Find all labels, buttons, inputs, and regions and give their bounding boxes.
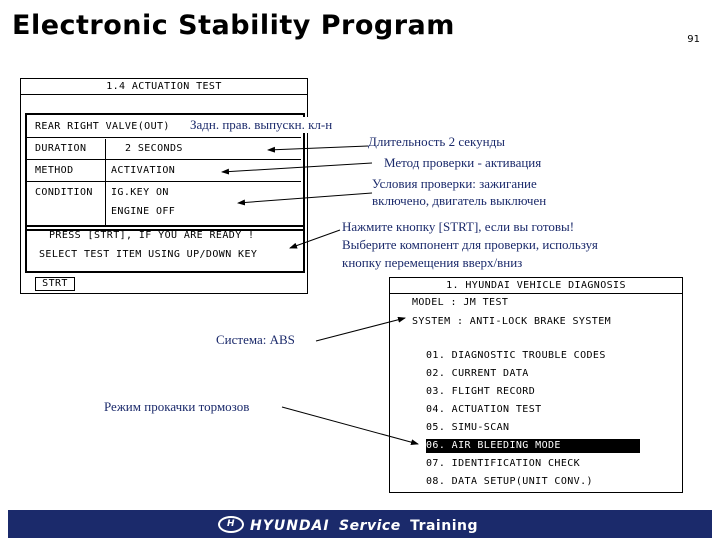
prompt-line-2: SELECT TEST ITEM USING UP/DOWN KEY — [39, 249, 258, 260]
brand-service: Service — [338, 518, 401, 534]
arrow-press — [290, 230, 340, 248]
annotation-valve: Задн. прав. выпускн. кл-н — [190, 117, 333, 132]
menu-item-simu-scan[interactable]: 05. SIMU-SCAN — [426, 422, 510, 433]
menu-item-air-bleeding-mode[interactable]: 06. AIR BLEEDING MODE — [426, 439, 640, 453]
menu-item-diagnostic-trouble-codes[interactable]: 01. DIAGNOSTIC TROUBLE CODES — [426, 350, 606, 361]
footer-bar — [8, 510, 712, 538]
arrow-duration — [268, 146, 368, 150]
arrow-method — [222, 163, 372, 172]
diagnosis-screen-title: 1. HYUNDAI VEHICLE DIAGNOSIS — [390, 278, 682, 294]
condition-label: CONDITION — [35, 187, 93, 198]
annotation-press-3: кнопку перемещения вверх/вниз — [342, 255, 523, 270]
system-line: SYSTEM : ANTI-LOCK BRAKE SYSTEM — [412, 316, 612, 327]
model-line: MODEL : JM TEST — [412, 297, 509, 308]
arrow-bleeding — [282, 407, 418, 444]
prompt-line-1: PRESS [STRT], IF YOU ARE READY ! — [49, 230, 255, 241]
annotation-bleeding: Режим прокачки тормозов — [104, 399, 250, 414]
annotation-press-2: Выберите компонент для проверки, используя — [342, 237, 598, 252]
arrow-system — [316, 318, 405, 341]
valve-label: REAR RIGHT VALVE(OUT) — [35, 121, 170, 132]
brand-name: HYUNDAI — [250, 518, 330, 534]
method-label: METHOD — [35, 165, 74, 176]
condition-value: IG.KEY ON — [111, 187, 169, 198]
duration-label: DURATION — [35, 143, 87, 154]
annotation-press-1: Нажмите кнопку [STRT], если вы готовы! — [342, 219, 575, 234]
annotation-condition-1: Условия проверки: зажигание — [372, 176, 537, 191]
menu-item-actuation-test[interactable]: 04. ACTUATION TEST — [426, 404, 542, 415]
menu-item-current-data[interactable]: 02. CURRENT DATA — [426, 368, 529, 379]
page-number: 91 — [687, 34, 700, 45]
actuation-screen-title: 1.4 ACTUATION TEST — [21, 79, 307, 95]
menu-item-data-setup[interactable]: 08. DATA SETUP(UNIT CONV.) — [426, 476, 593, 487]
menu-item-flight-record[interactable]: 03. FLIGHT RECORD — [426, 386, 536, 397]
annotation-duration: Длительность 2 секунды — [368, 134, 505, 149]
annotation-system: Система: ABS — [216, 332, 295, 347]
menu-item-identification-check[interactable]: 07. IDENTIFICATION CHECK — [426, 458, 581, 469]
condition-value-2: ENGINE OFF — [111, 206, 176, 217]
slide-title: Electronic Stability Program — [12, 10, 455, 41]
annotation-method: Метод проверки - активация — [384, 155, 542, 170]
arrow-condition — [238, 193, 372, 203]
annotation-condition-2: включено, двигатель выключен — [372, 193, 547, 208]
footer-brand — [218, 516, 478, 534]
duration-value: 2 SECONDS — [125, 143, 183, 154]
method-value: ACTIVATION — [111, 165, 176, 176]
brand-training: Training — [410, 518, 478, 534]
hyundai-logo-icon: H — [218, 516, 244, 533]
strt-button[interactable]: STRT — [35, 277, 75, 291]
